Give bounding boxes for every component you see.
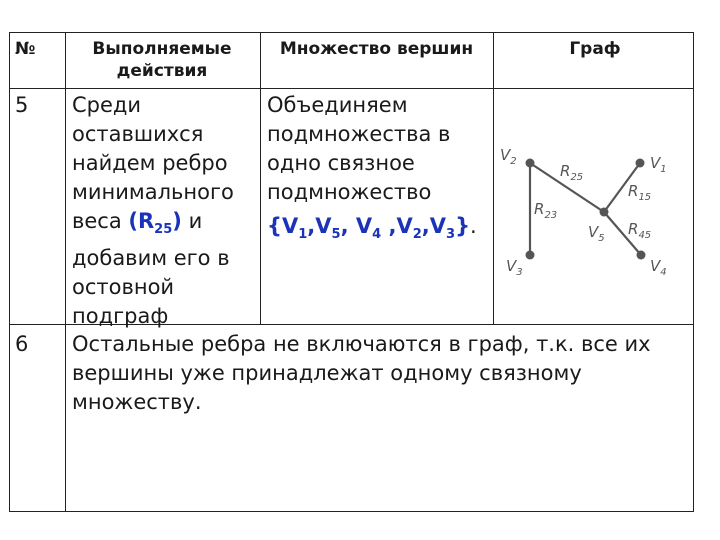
row6-text: Остальные ребра не включаются в граф, т.к. все их вершины уже принадлежат одному связному множеству. <box>72 332 651 414</box>
node-v1-label: $V_1$ <box>650 154 667 175</box>
header-graph: Граф <box>569 39 621 59</box>
node-v3 <box>526 251 535 260</box>
node-v2-label: $V_2$ <box>500 146 517 167</box>
row5-set-text: Объединяем подмножества в одно связное подмножество <box>267 93 451 204</box>
node-v5-label: $V_5$ <box>588 223 605 244</box>
num-column-divider <box>65 32 66 512</box>
row6-num: 6 <box>15 332 29 356</box>
header-num: № <box>15 39 36 59</box>
node-v4 <box>637 251 646 260</box>
vertex-set-formula: {$V_1,V_5$, $V_4$ $,V_2,V_3$}. <box>267 214 477 243</box>
table-bottom-border <box>9 511 694 512</box>
edge-r45-label: $R_{45}$ <box>628 220 652 241</box>
node-v1 <box>636 159 645 168</box>
header-bottom-border <box>9 88 694 89</box>
node-v3-label: $V_3$ <box>506 257 523 278</box>
edge-r25-highlight: $(R_{25})$ <box>128 209 182 238</box>
edge-r25-label: $R_{25}$ <box>560 162 584 183</box>
actions-column-divider <box>260 32 261 324</box>
node-v2 <box>526 159 535 168</box>
table-top-border <box>9 32 694 33</box>
header-actions: Выполняемые действия <box>92 39 232 81</box>
row5-action-text: Среди оставшихся найдем ребро минимального веса <box>72 93 234 233</box>
edge-r23-label: $R_{23}$ <box>534 200 558 221</box>
edge-r15-label: $R_{15}$ <box>628 182 652 203</box>
row5-vertex-set <box>267 91 491 249</box>
table-left-border <box>9 32 10 512</box>
header-vertex-set: Множество вершин <box>279 39 474 59</box>
row5-num: 5 <box>15 93 29 117</box>
row5-action-text-tail: и добавим его в остовной подграф <box>72 209 230 329</box>
node-v5 <box>600 208 609 217</box>
spanning-tree-graph <box>494 134 694 294</box>
node-v4-label: $V_4$ <box>650 257 667 278</box>
row5-action <box>72 91 257 331</box>
